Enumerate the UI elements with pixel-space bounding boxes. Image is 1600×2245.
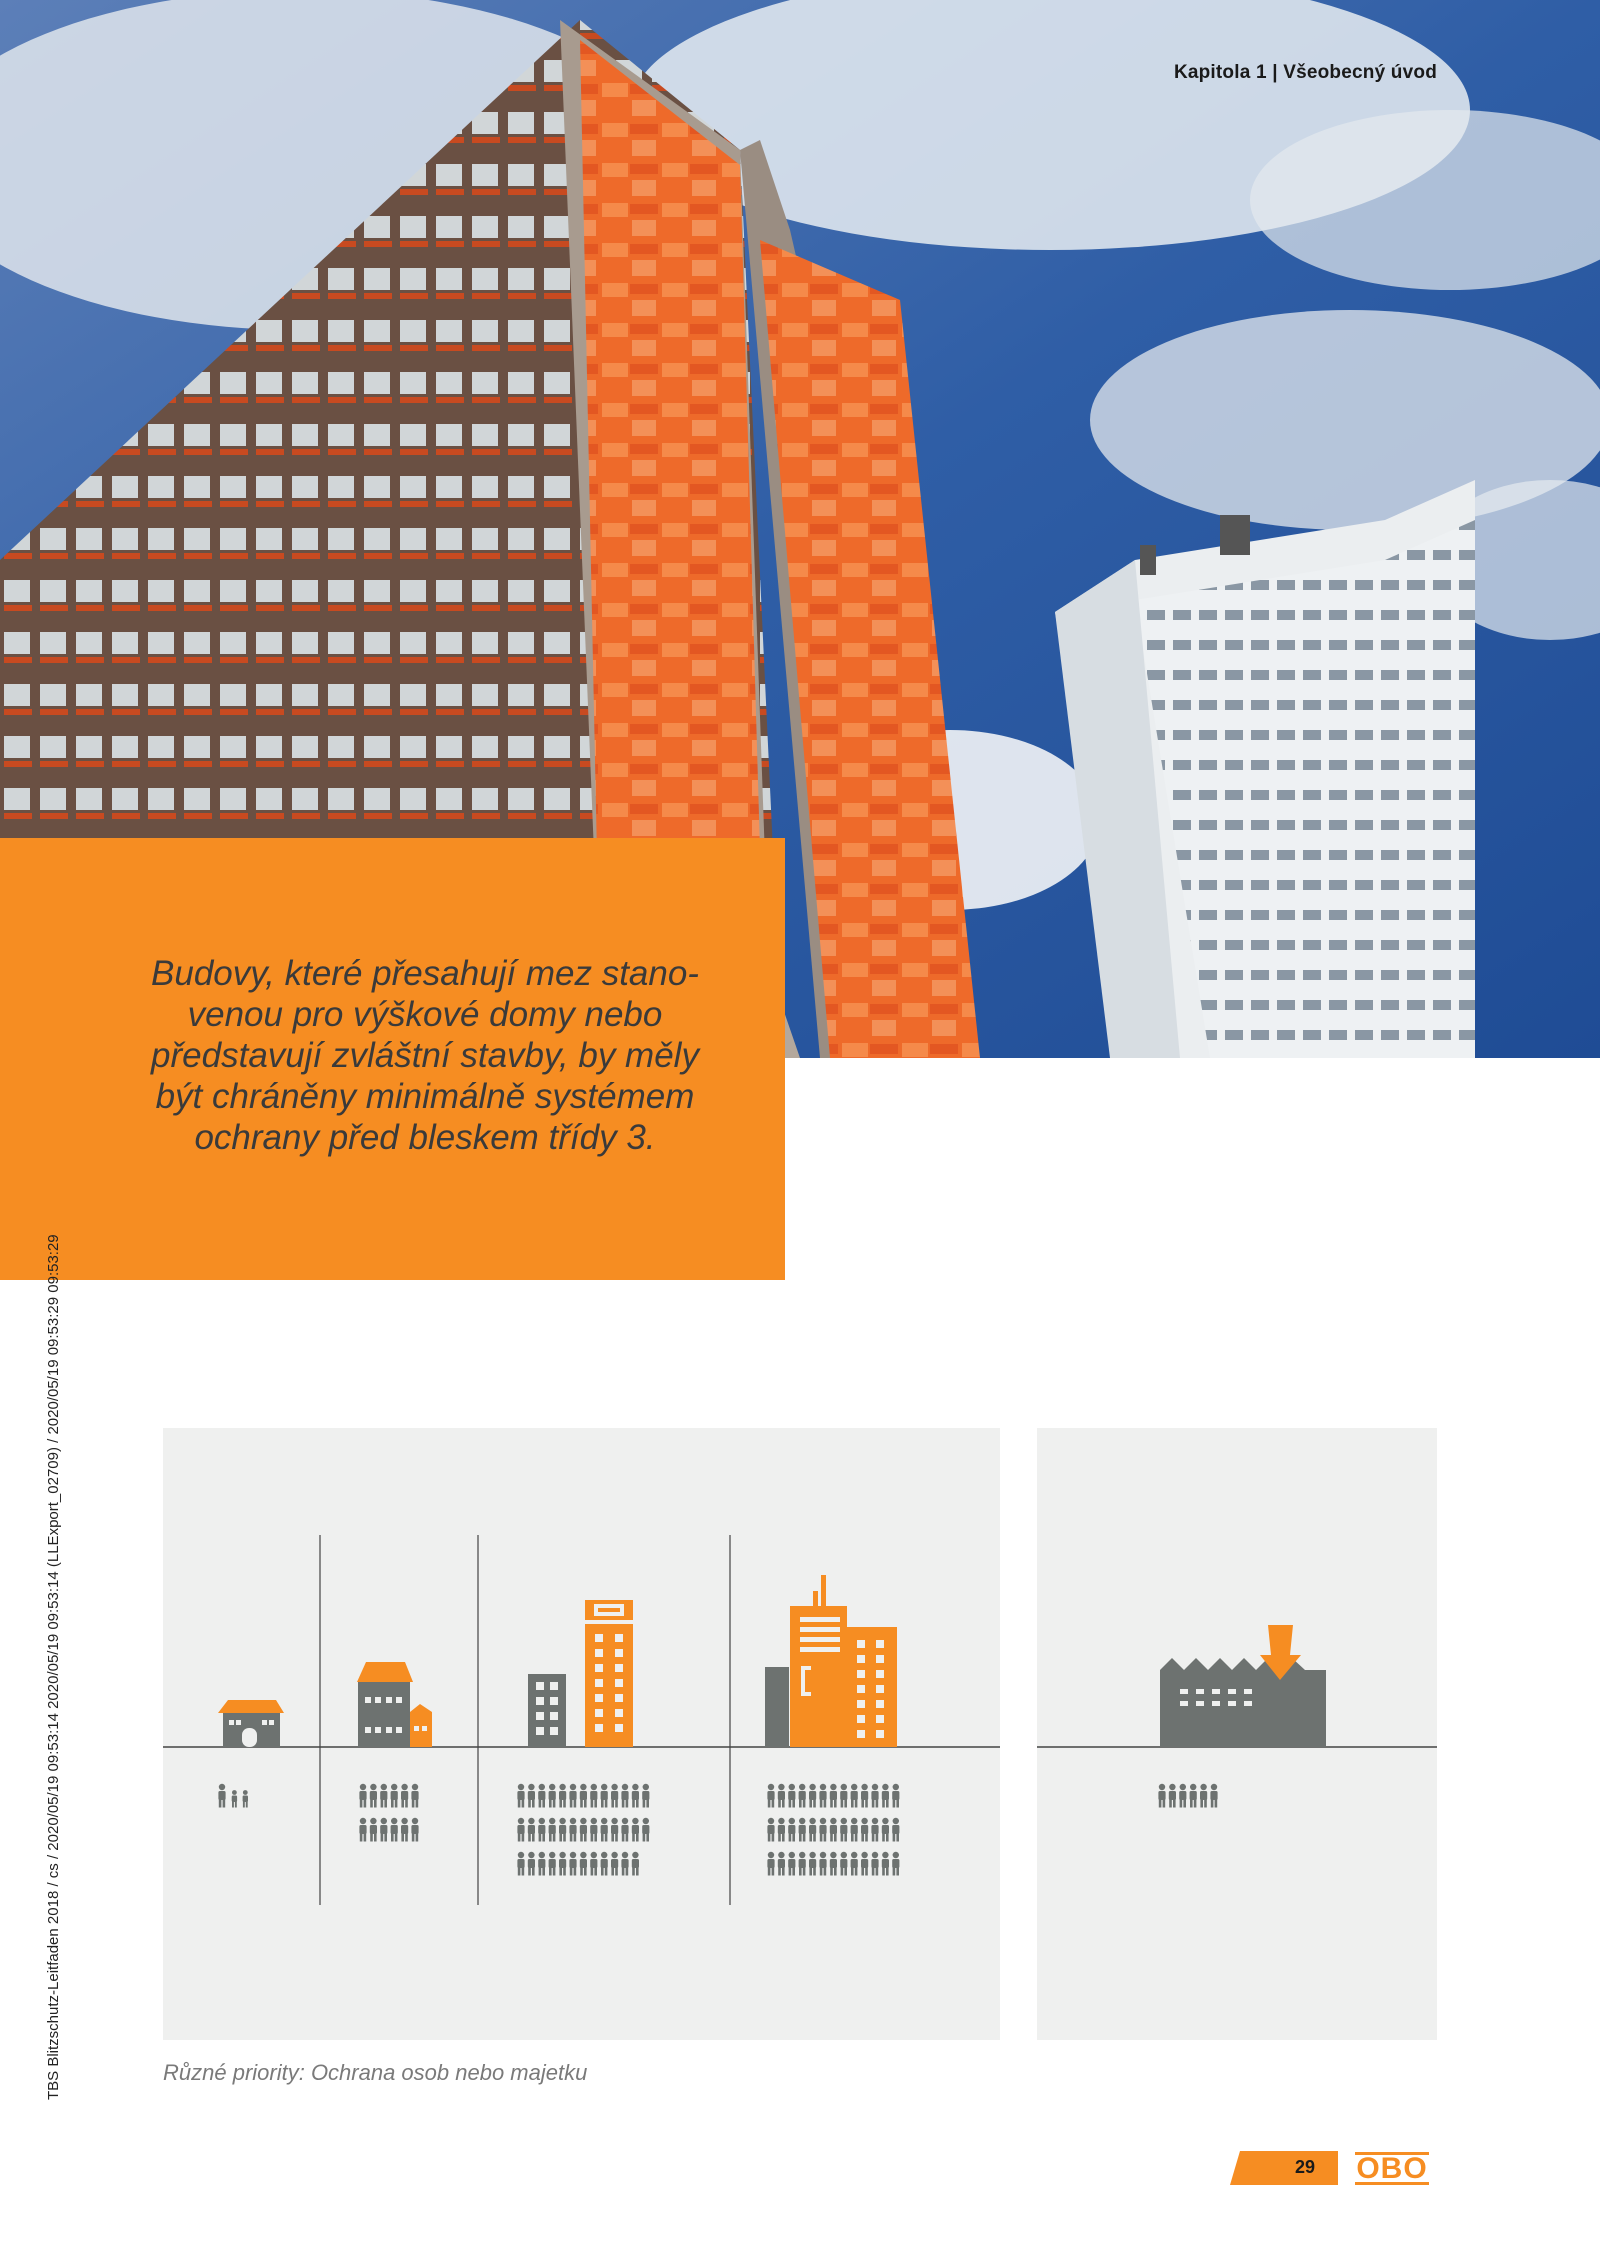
quote-line: ochrany před bleskem třídy 3. — [194, 1118, 656, 1157]
chapter-header: Kapitola 1 | Všeobecný úvod — [1173, 62, 1437, 83]
figure-panel-property — [1037, 1428, 1437, 2040]
quote-box — [0, 838, 785, 1280]
figure-panel-people — [163, 1428, 1000, 2040]
quote-line: Budovy, které přesahují mez stano- — [151, 954, 699, 993]
pull-quote — [110, 953, 740, 1158]
quote-line: venou pro výškové domy nebo — [187, 995, 663, 1034]
print-meta: TBS Blitzschutz-Leitfaden 2018 / cs / 2020/05/19 09:53:14 2020/05/19 09:53:14 (LLExport_02709) / 2020/05/19 09:53:29 09:53:29 — [45, 1234, 62, 2100]
obo-logo-text: OBO — [1356, 2151, 1428, 2185]
page-number-tab — [1230, 2151, 1338, 2185]
quote-line: představují zvláštní stavby, by měly — [151, 1036, 699, 1075]
obo-logo — [1350, 2150, 1434, 2186]
quote-line: být chráněny minimálně systémem — [155, 1077, 695, 1116]
page-number: 29 — [1295, 2157, 1316, 2177]
figure-caption: Různé priority: Ochrana osob nebo majetku — [163, 2060, 588, 2085]
